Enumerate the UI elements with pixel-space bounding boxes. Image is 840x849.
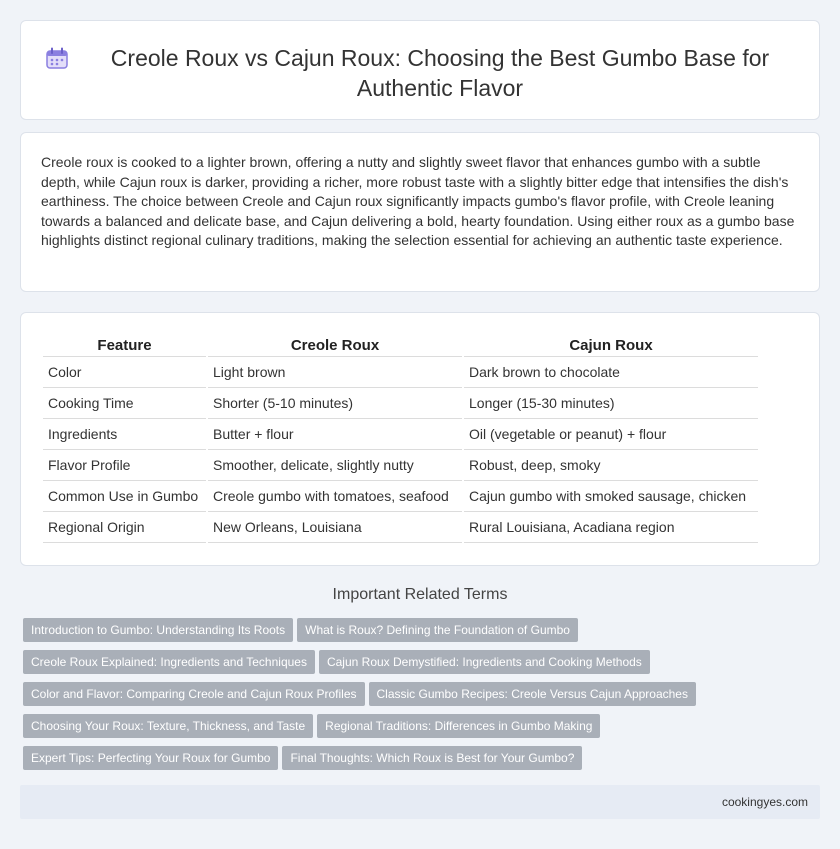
table-cell: Ingredients — [43, 419, 206, 450]
header-card — [20, 20, 820, 120]
tag-row — [23, 714, 823, 746]
related-term-link[interactable]: Color and Flavor: Comparing Creole and Cajun Roux Profiles — [23, 682, 365, 706]
page-title: Creole Roux vs Cajun Roux: Choosing the Best Gumbo Base for Authentic Flavor — [110, 45, 770, 101]
table-cell: Light brown — [208, 357, 462, 388]
related-term-link[interactable]: Expert Tips: Perfecting Your Roux for Gumbo — [23, 746, 278, 770]
table-row — [43, 450, 758, 481]
related-term-link[interactable]: Introduction to Gumbo: Understanding Its Roots — [23, 618, 293, 642]
tag-row — [23, 618, 823, 650]
table-cell: Longer (15-30 minutes) — [464, 388, 758, 419]
intro-paragraph: Creole roux is cooked to a lighter brown, offering a nutty and slightly sweet flavor that enhances gumbo with a subtle depth, while Cajun roux is darker, providing a richer, more robust taste with a slightly bitter edge that intensifies the dish's earthiness. The choice between Creole and Cajun roux significantly impacts gumbo's flavor profile, with Creole leaning towards a balanced and delicate base, and Cajun delivering a bold, hearty foundation. Using either roux as a gumbo base highlights distinct regional culinary traditions, making the selection essential for achieving an authentic taste experience. — [41, 154, 795, 249]
intro-card — [20, 132, 820, 292]
related-term-link[interactable]: Final Thoughts: Which Roux is Best for Your Gumbo? — [282, 746, 582, 770]
table-cell: Robust, deep, smoky — [464, 450, 758, 481]
table-cell: Creole gumbo with tomatoes, seafood — [208, 481, 462, 512]
table-row — [43, 512, 758, 543]
related-term-link[interactable]: Creole Roux Explained: Ingredients and Techniques — [23, 650, 315, 674]
tag-row — [23, 650, 823, 682]
table-row — [43, 419, 758, 450]
comparison-table — [41, 335, 760, 543]
tag-row — [23, 746, 823, 778]
table-cell: Smoother, delicate, slightly nutty — [208, 450, 462, 481]
related-term-link[interactable]: Classic Gumbo Recipes: Creole Versus Cajun Approaches — [369, 682, 696, 706]
table-row — [43, 357, 758, 388]
header-creole-roux: Creole Roux — [208, 335, 462, 357]
table-header-row — [43, 335, 758, 357]
table-cell: Cajun gumbo with smoked sausage, chicken — [464, 481, 758, 512]
table-cell: Common Use in Gumbo — [43, 481, 206, 512]
related-term-link[interactable]: Cajun Roux Demystified: Ingredients and Cooking Methods — [319, 650, 650, 674]
table-row — [43, 388, 758, 419]
related-terms-heading: Important Related Terms — [332, 586, 508, 603]
header-feature: Feature — [43, 335, 206, 357]
related-terms-list — [23, 618, 823, 778]
header-cajun-roux: Cajun Roux — [464, 335, 758, 357]
table-cell: Flavor Profile — [43, 450, 206, 481]
footer — [20, 785, 820, 819]
table-cell: Cooking Time — [43, 388, 206, 419]
comparison-table-card — [20, 312, 820, 566]
related-term-link[interactable]: What is Roux? Defining the Foundation of Gumbo — [297, 618, 578, 642]
related-term-link[interactable]: Choosing Your Roux: Texture, Thickness, and Taste — [23, 714, 313, 738]
table-cell: Regional Origin — [43, 512, 206, 543]
table-cell: New Orleans, Louisiana — [208, 512, 462, 543]
table-cell: Color — [43, 357, 206, 388]
tag-row — [23, 682, 823, 714]
table-cell: Oil (vegetable or peanut) + flour — [464, 419, 758, 450]
footer-site-link[interactable]: cookingyes.com — [721, 795, 808, 809]
table-cell: Butter + flour — [208, 419, 462, 450]
table-cell: Dark brown to chocolate — [464, 357, 758, 388]
table-cell: Rural Louisiana, Acadiana region — [464, 512, 758, 543]
related-term-link[interactable]: Regional Traditions: Differences in Gumbo Making — [317, 714, 600, 738]
table-row — [43, 481, 758, 512]
table-cell: Shorter (5-10 minutes) — [208, 388, 462, 419]
